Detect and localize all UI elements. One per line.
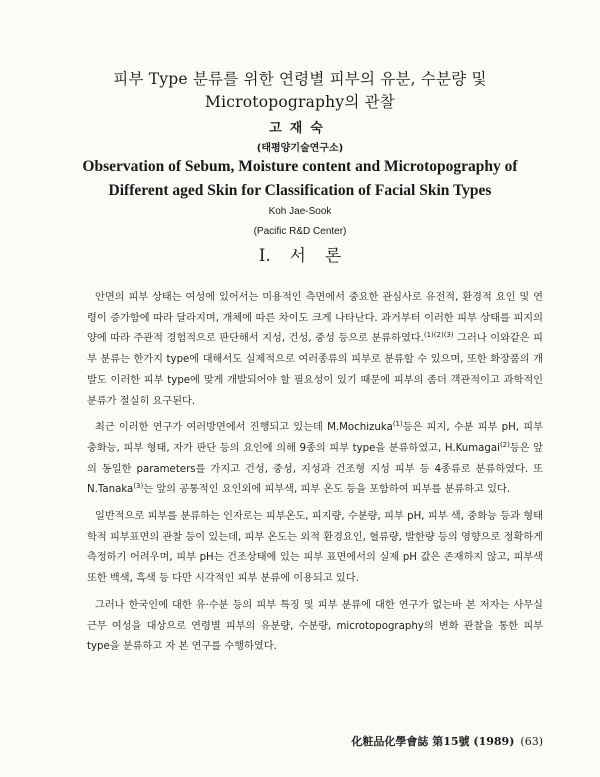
section-heading-introduction: I. 서 론 xyxy=(258,246,342,265)
author-english: Koh Jae-Sook xyxy=(268,206,332,217)
english-title-line2: Different aged Skin for Classification of Facial Skin Types xyxy=(108,182,492,199)
paragraph-2-text-b: 등은 피지, 수분 피부 pH, 피부 충화능, 피부 형태, 자가 판단 등의 요인에 의해 9종의 피부 type을 분류하였고, H.Kumagai xyxy=(87,422,543,454)
paragraph-1-text-b: 그러나 이와같은 피부 분류는 한가지 type에 대해서도 실제적으로 여러종류의 피부로 분류할 수 있으며, 또한 화장품의 개발도 이러한 피부 type에 맞게 개발되어야 할 필요성이 있기 때문에 피부의 좀더 객관적이고 과학적인 분류가 절실히 요구된다. xyxy=(87,333,543,407)
citation-2: (2) xyxy=(499,440,510,449)
citation-3: (3) xyxy=(133,482,144,491)
paragraph-1 xyxy=(87,288,543,412)
affiliation-english: (Pacific R&D Center) xyxy=(253,226,347,237)
citation-1: (1) xyxy=(392,420,403,429)
page-number: (63) xyxy=(520,735,543,748)
journal-citation: 化粧品化學會誌 第15號 (1989) xyxy=(351,735,515,748)
affiliation-korean: (태평양기술연구소) xyxy=(256,143,344,154)
paragraph-2 xyxy=(87,418,543,501)
paragraph-2-text-c: 등은 앞의 동일한 parameters를 가지고 건성, 중성, 지성과 건조형 지성 피부 등 4종류로 분류하였다. 또 N.Tanaka xyxy=(87,442,543,496)
page-footer xyxy=(351,733,543,749)
korean-title-line1: 피부 Type 분류를 위한 연령별 피부의 유분, 수분량 및 xyxy=(113,70,487,88)
korean-title-line2: Microtopography의 관찰 xyxy=(205,93,395,111)
paragraph-1-text-a: 안면의 피부 상태는 여성에 있어서는 미용적인 측면에서 중요한 관심사로 유전적, 환경적 요인 및 연령이 증가함에 따라 달라지며, 개체에 따른 차이도 크게 나타난다. 과거부터 이러한 피부 상태를 피지의 양에 따라 주관적 경험적으로 판단해서 지성, 건성, 중성 등으로 분류하였다. xyxy=(87,292,543,345)
paragraph-2-text-a: 최근 이러한 연구가 여러방면에서 진행되고 있는데 M.Mochizuka xyxy=(95,422,393,434)
paragraph-4: 그러나 한국인에 대한 유·수분 등의 피부 특징 및 피부 분류에 대한 연구가 없는바 본 저자는 사무실 근무 여성을 대상으로 연령별 피부의 유분량, 수분량, microtopography의 변화 관찰을 통한 피부 type을 분류하고 자 본 연구를 수행하였다. xyxy=(87,599,543,653)
citation-1-2-3: (1)(2)(3) xyxy=(423,331,454,340)
body-text xyxy=(87,288,543,658)
paragraph-2-text-d: 는 앞의 공통적인 요인외에 피부색, 피부 온도 등을 포함하여 피부를 분류하고 있다. xyxy=(143,484,511,496)
paragraph-3: 일반적으로 피부를 분류하는 인자로는 피부온도, 피지량, 수분량, 피부 pH, 피부 색, 중화능 등과 형태학적 피부표면의 관찰 등이 있는데, 피부 온도는 외적 환경요인, 혈류량, 발한량 등의 영향으로 정확하게 측정하기 어려우며, 피부 pH는 건조상태에 있는 피부 표면에서의 실제 pH 값은 존재하지 않고, 피부색 또한 백색, 흑색 등 다만 시각적인 피부 분류에 이용되고 있다. xyxy=(87,511,543,585)
english-title-line1: Observation of Sebum, Moisture content and Microtopography of xyxy=(82,158,518,175)
author-korean: 고재숙 xyxy=(269,121,331,136)
